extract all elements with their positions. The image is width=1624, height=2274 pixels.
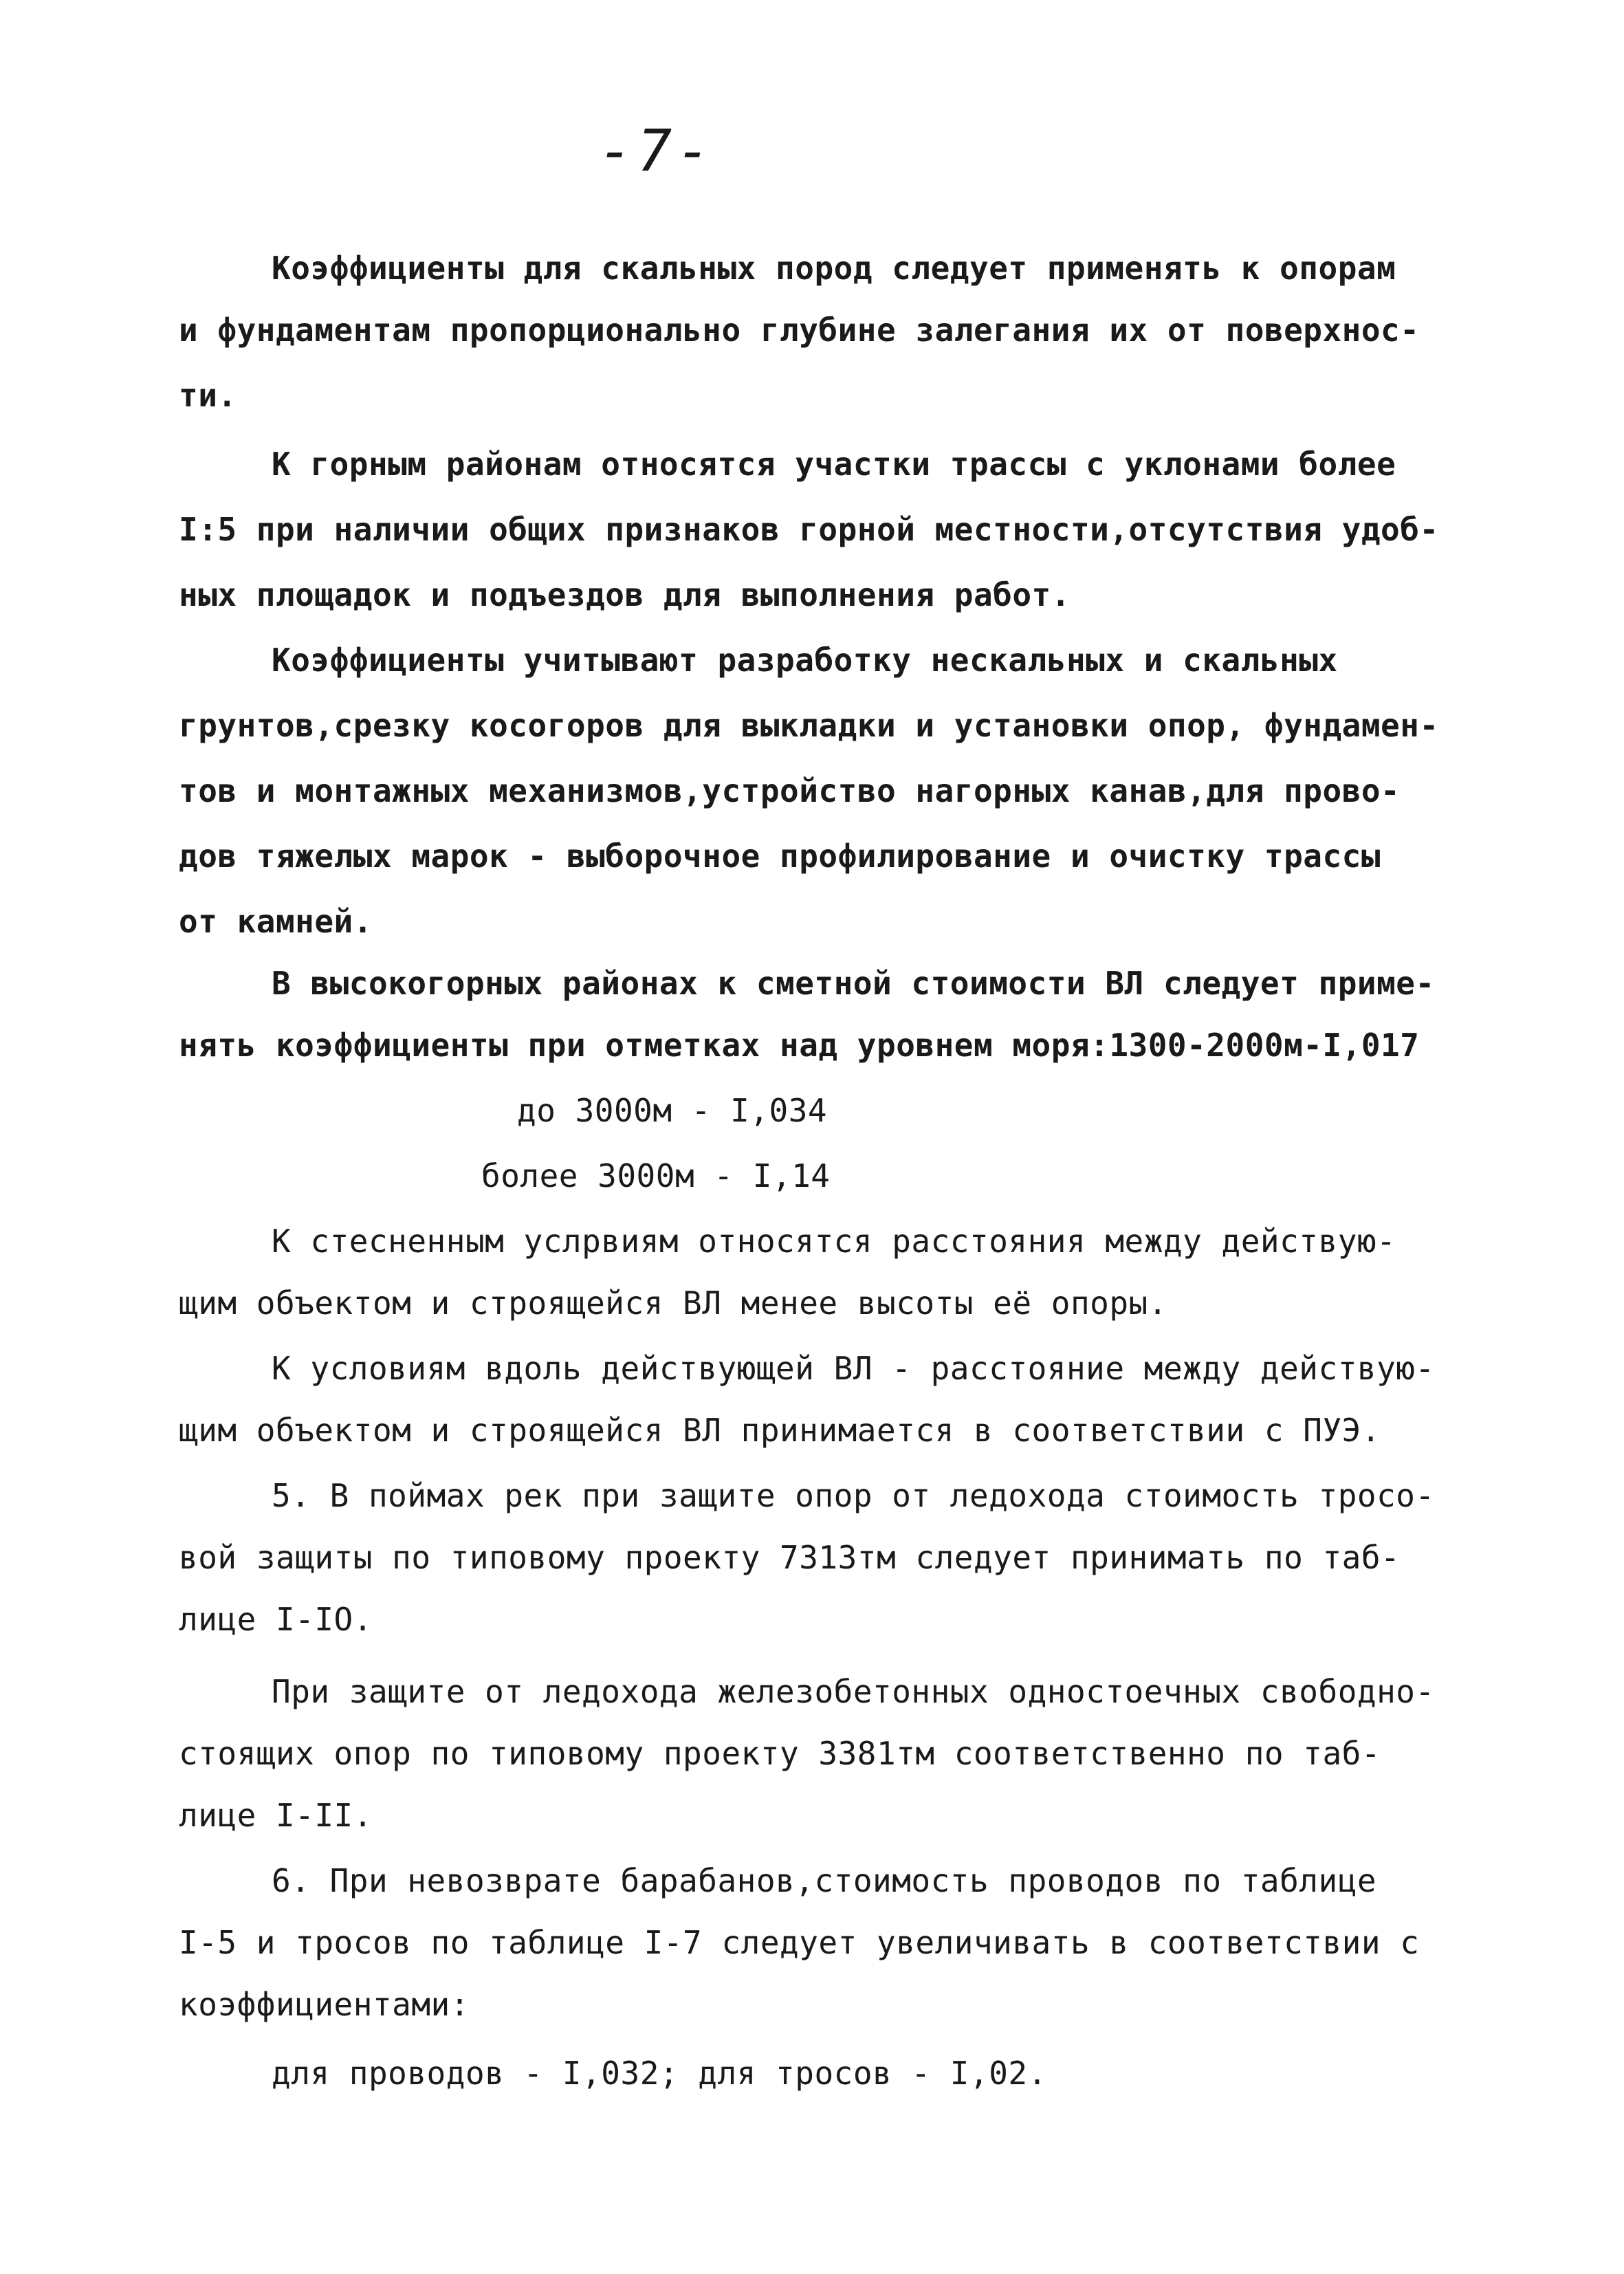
text-line: до 3000м - I,034: [517, 1092, 828, 1129]
text-line: К горным районам относятся участки трассы с уклонами более: [272, 446, 1396, 483]
text-line: вой защиты по типовому проекту 7313тм следует принимать по таб-: [179, 1539, 1401, 1576]
text-line: 5. В поймах рек при защите опор от ледохода стоимость тросо-: [272, 1477, 1435, 1514]
text-line: В высокогорных районах к сметной стоимости ВЛ следует приме-: [272, 965, 1435, 1002]
text-line: лице I-IO.: [179, 1601, 373, 1638]
page-number: -7-: [598, 117, 715, 184]
text-line: К условиям вдоль действующей ВЛ - расстояние между действую-: [272, 1350, 1435, 1387]
text-line: При защите от ледохода железобетонных одностоечных свободно-: [272, 1673, 1435, 1710]
text-line: К стесненным услрвиям относятся расстояния между действую-: [272, 1223, 1396, 1260]
text-line: Коэффициенты учитывают разработку нескальных и скальных: [272, 642, 1338, 679]
text-line: тов и монтажных механизмов,устройство нагорных канав,для прово-: [179, 772, 1401, 809]
text-line: лице I-II.: [179, 1797, 373, 1834]
text-line: 6. При невозврате барабанов,стоимость проводов по таблице: [272, 1862, 1377, 1899]
text-line: и фундаментам пропорционально глубине залегания их от поверхнос-: [179, 311, 1420, 349]
text-line: щим объектом и строящейся ВЛ менее высоты её опоры.: [179, 1284, 1167, 1322]
text-line: дов тяжелых марок - выборочное профилирование и очистку трассы: [179, 838, 1381, 875]
text-line: Коэффициенты для скальных пород следует применять к опорам: [272, 250, 1396, 287]
text-line: от камней.: [179, 903, 373, 940]
text-line: I-5 и тросов по таблице I-7 следует увеличивать в соответствии с: [179, 1924, 1420, 1961]
text-line: более 3000м - I,14: [481, 1157, 831, 1194]
text-line: для проводов - I,032; для тросов - I,02.: [272, 2055, 1047, 2092]
text-line: коэффициентами:: [179, 1986, 470, 2023]
text-line: ти.: [179, 377, 237, 414]
text-line: стоящих опор по типовому проекту 3381тм соответственно по таб-: [179, 1735, 1381, 1772]
text-line: щим объектом и строящейся ВЛ принимается в соответствии с ПУЭ.: [179, 1412, 1381, 1449]
text-line: I:5 при наличии общих признаков горной местности,отсутствия удоб-: [179, 511, 1439, 548]
text-line: грунтов,срезку косогоров для выкладки и установки опор, фундамен-: [179, 707, 1439, 744]
text-line: нять коэффициенты при отметках над уровнем моря:1300-2000м-I,017: [179, 1027, 1420, 1064]
text-line: ных площадок и подъездов для выполнения работ.: [179, 576, 1071, 613]
